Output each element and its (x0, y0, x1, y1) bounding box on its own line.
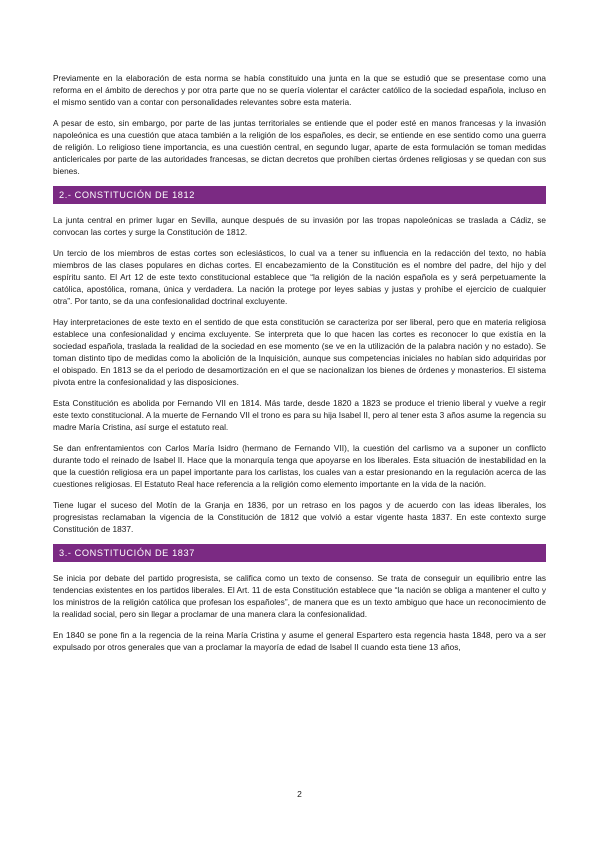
intro-paragraph-2: A pesar de esto, sin embargo, por parte de las juntas territoriales se entiende que el poder esté en manos francesas y la invasión napoleónica es una cuestión que ataca también a la religión de los españoles, es decir, se entiende en ese sentido como una guerra de religión. Lo religioso tiene importancia, es una cuestión central, en segundo lugar, aparte de esta formulación se toman medidas anticlericales por parte de las autoridades francesas, se dictan decretos que prohíben ciertas órdenes religiosas y se quedan con sus bienes. (53, 118, 546, 176)
section1-paragraph-2: Un tercio de los miembros de estas cortes son eclesiásticos, lo cual va a tener su influencia en la redacción del texto, no había miembros de las clases populares en dichas cortes. El encabezamiento de la Constitución es el nombre del padre, del hijo y del espíritu santo. El Art 12 de este texto constitucional establece que “la religión de la nación española es y será perpetuamente la católica, apostólica, romana, única y verdadera. La nación la protege por leyes sabias y justas y prohíbe el ejercicio de cualquier otra”. Por tanto, se da una confesionalidad doctrinal excluyente. (53, 248, 546, 306)
section1-paragraph-5: Se dan enfrentamientos con Carlos María Isidro (hermano de Fernando VII), la cuestión del carlismo va a suponer un conflicto durante todo el reinado de Isabel II. Hace que la monarquía tenga que apoyarse en los liberales. Esta situación de inestabilidad en la que la cuestión religiosa era un papel importante para los carlistas, los cuales van a estar presionando en la regulación acerca de las cuestiones religiosas. El Estatuto Real hace referencia a la religión como elemento importante en la vida de la nación. (53, 443, 546, 489)
intro-paragraph-1: Previamente en la elaboración de esta norma se había constituido una junta en la que se estudió que se presentase como una reforma en el ámbito de derechos y por otra parte que no se quería violentar el carácter católico de la sociedad española, incluso en el mismo sentido van a contar con personalidades relevantes sobre esta materia. (53, 73, 546, 107)
section1-paragraph-1: La junta central en primer lugar en Sevilla, aunque después de su invasión por las tropas napoleónicas se traslada a Cádiz, se convocan las cortes y surge la Constitución de 1812. (53, 215, 546, 237)
section1-paragraph-6: Tiene lugar el suceso del Motín de la Granja en 1836, por un retraso en los pagos y de acuerdo con las ideas liberales, los progresistas reclamaban la vigencia de la Constitución de 1812 que volvió a estar vigente hasta 1837. En este contexto surge Constitución de 1837. (53, 500, 546, 534)
section1-paragraph-4: Esta Constitución es abolida por Fernando VII en 1814. Más tarde, desde 1820 a 1823 se produce el trienio liberal y vuelve a regir este texto constitucional. A la muerte de Fernando VII el trono es para su hija Isabel II, pero al tener esta 3 años asume la regencia su madre María Cristina, así surge el estatuto real. (53, 398, 546, 432)
page-content (53, 72, 546, 662)
section-heading-1812: 2.- CONSTITUCIÓN DE 1812 (53, 186, 546, 204)
section1-paragraph-3: Hay interpretaciones de este texto en el sentido de que esta constitución se caracteriza por ser liberal, pero que en materia religiosa establece una confesionalidad y encima excluyente. Se interpreta que lo que hacen las cortes es reconocer lo que existía en la sociedad española, traslada la realidad de la sociedad en ese momento (se ve en la utilización de la palabra nación y no estado). Se toman distinto tipo de medidas como la abolición de la Inquisición, aunque sus competencias iniciales no habían sido adquiridas por el obispado. En 1813 se da el periodo de desamortización en el que se nacionalizan los bienes de órdenes y monasterios. El sistema pivota entre la confesionalidad y las disposiciones. (53, 317, 546, 387)
page-number: 2 (297, 789, 302, 799)
section2-paragraph-1: Se inicia por debate del partido progresista, se califica como un texto de consenso. Se trata de conseguir un equilibrio entre las tendencias existentes en los partidos liberales. El Art. 11 de esta Constitución establece que “la nación se obliga a mantener el culto y los ministros de la religión católica que profesan los españoles”, de manera que es un texto ambiguo que hace un reconocimiento de la realidad social, pero sin llegar a proclamar de una manera clara la confesionalidad. (53, 573, 546, 619)
section-heading-1837: 3.- CONSTITUCIÓN DE 1837 (53, 544, 546, 562)
section2-paragraph-2: En 1840 se pone fin a la regencia de la reina María Cristina y asume el general Espartero esta regencia hasta 1848, pero va a ser expulsado por otros generales que van a proclamar la mayoría de edad de Isabel II cuando esta tiene 13 años, (53, 630, 546, 652)
